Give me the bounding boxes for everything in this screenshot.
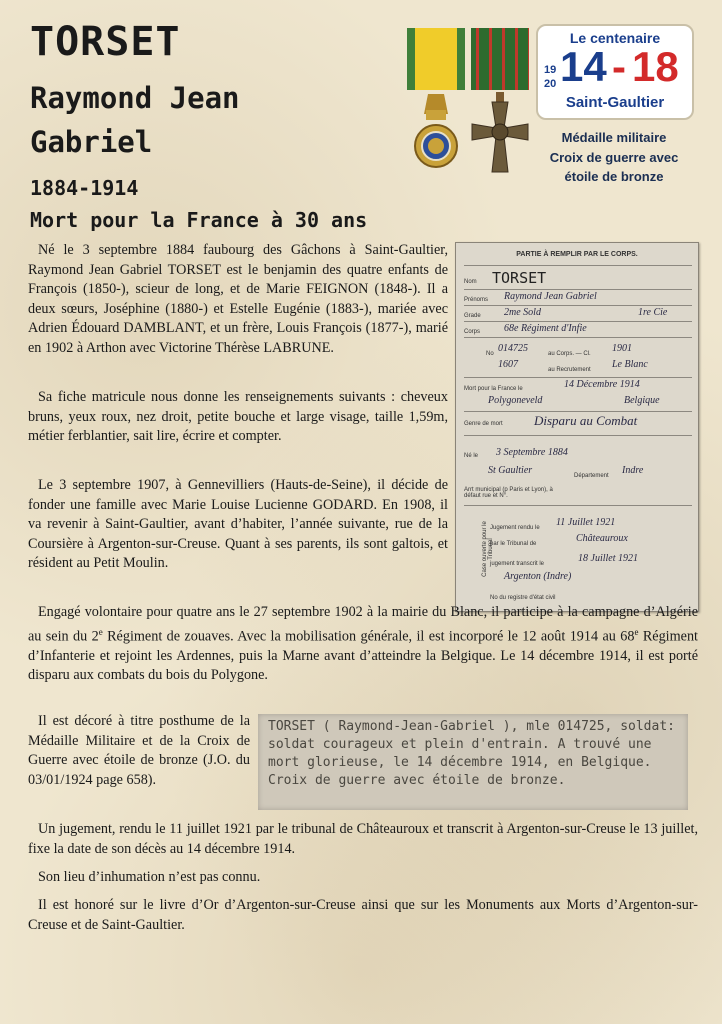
superscript-e: e xyxy=(634,626,639,637)
card-label-genre: Genre de mort xyxy=(464,421,503,427)
card-label-nom: Nom xyxy=(464,279,477,285)
card-tribunal: Châteauroux xyxy=(576,533,628,544)
paragraph-burial: Son lieu d’inhumation n’est pas connu. xyxy=(38,869,261,885)
centenaire-logo xyxy=(536,24,694,120)
card-label-grade: Grade xyxy=(464,313,481,319)
card-label-arr: Arrt municipal (p Paris et Lyon), à défaut rue et N°. xyxy=(464,487,553,499)
card-label-tribunal: par le Tribunal de xyxy=(490,541,537,547)
logo-small-20: 20 xyxy=(544,78,557,90)
card-recrut-place: Le Blanc xyxy=(612,359,648,370)
logo-dash: - xyxy=(612,43,626,90)
card-label-prenoms: Prénoms xyxy=(464,297,489,303)
card-label-numero-mid: au Corps. — Cl. xyxy=(548,351,591,357)
card-classe: 1901 xyxy=(612,343,632,354)
card-transcrit-date: 18 Juillet 1921 xyxy=(578,553,638,564)
paragraph-military-a: Engagé volontaire pour quatre ans le 27 septembre 1902 à la mairie du Blanc, il participe à la campagne d’Algérie au sein du 2 xyxy=(28,604,698,645)
paragraph-memorials: Il est honoré sur le livre d’Or d’Argenton-sur-Creuse ainsi que sur les Monuments aux Morts d’Argenton-sur-Creuse et de Saint-Gaultier. xyxy=(28,897,698,933)
card-side-label: Case ouverte pour le Tribunal xyxy=(482,521,494,577)
medal-caption xyxy=(524,128,704,187)
death-subtitle: Mort pour la France à 30 ans xyxy=(30,208,368,232)
card-dept: Indre xyxy=(622,465,644,476)
card-header: PARTIE À REMPLIR PAR LE CORPS. xyxy=(516,251,638,258)
card-ne-date: 3 Septembre 1884 xyxy=(496,447,568,458)
card-grade: 2me Sold xyxy=(504,307,541,318)
medal-caption-line: étoile de bronze xyxy=(564,169,664,184)
paragraph-decoration: Il est décoré à titre posthume de la Médaille Militaire et de la Croix de Guerre avec étoile de bronze (J.O. du 03/01/1924 page 658). xyxy=(28,713,250,788)
logo-18: 18 xyxy=(632,43,679,90)
card-mort-place: Polygoneveld xyxy=(488,395,543,406)
logo-small-19: 19 xyxy=(544,64,557,76)
paragraph-matricule: Sa fiche matricule nous donne les renseignements suivants : cheveux bruns, yeux roux, nez droit, petite bouche et large visage, taille 1,59m, métier ferblantier, sait lire, écrire et compter. xyxy=(28,389,448,444)
clipping-text: TORSET ( Raymond-Jean-Gabriel ), mle 014725, soldat: soldat courageux et plein d'entrain. A trouvé une mort glorieuse, le 14 décembre 1914, en Belgique. Croix de guerre avec étoile de bronze. xyxy=(268,719,675,788)
medaille-militaire-ribbon xyxy=(407,28,465,90)
paragraph-military-b: Régiment de zouaves. Avec la mobilisation générale, il est incorporé le 12 août 1914 au 68 xyxy=(102,628,635,645)
card-nom: TORSET xyxy=(492,269,547,287)
card-label-recrut: au Recrutement xyxy=(548,367,591,373)
card-corps: 68e Régiment d'Infie xyxy=(504,323,587,334)
card-prenoms: Raymond Jean Gabriel xyxy=(504,291,597,302)
card-mort-date: 14 Décembre 1914 xyxy=(564,379,640,390)
croix-de-guerre-ribbon xyxy=(471,28,529,90)
card-ne-place: St Gaultier xyxy=(488,465,533,476)
card-genre: Disparu au Combat xyxy=(534,413,638,428)
given-names-line1: Raymond Jean xyxy=(30,81,240,115)
card-transcrit-place: Argenton (Indre) xyxy=(504,571,572,582)
death-record-card xyxy=(455,242,699,612)
logo-bottom-text: Saint-Gaultier xyxy=(565,94,665,111)
paragraph-judgment: Un jugement, rendu le 11 juillet 1921 par le tribunal de Châteauroux et transcrit à Argenton-sur-Creuse le 13 juillet, fixe la date de son décès au 14 décembre 1914. xyxy=(28,821,698,857)
card-label-mort: Mort pour la France le xyxy=(464,386,523,392)
logo-14: 14 xyxy=(560,43,607,90)
card-label-numero: No xyxy=(486,351,494,357)
card-label-dept: Département xyxy=(574,473,609,479)
logo-top-text: Le centenaire xyxy=(569,30,661,46)
card-grade-right: 1re Cie xyxy=(638,307,668,318)
card-label-ne: Né le xyxy=(464,453,479,459)
card-label-jugement: Jugement rendu le xyxy=(490,525,540,531)
croix-de-guerre-icon xyxy=(470,92,530,174)
card-label-registre: No du registre d'état civil xyxy=(490,595,556,601)
paragraph-birth: Né le 3 septembre 1884 faubourg des Gâchons à Saint-Gaultier, Raymond Jean Gabriel TORSET est le benjamin des quatre enfants de François (1850-), scieur de long, et de Marie FEIGNON (1848-). Il a deux sœurs, Joséphine (1880-) et Estelle Eugénie (1883-), mariée avec Adrien Édouard DAMBLANT, et un frère, Louis François (1877-), marié en 1902 à Arthon avec Victorine Thérèse LABRUNE. xyxy=(28,242,448,356)
card-mort-country: Belgique xyxy=(624,395,660,406)
newspaper-clipping xyxy=(258,714,688,810)
card-jugement-date: 11 Juillet 1921 xyxy=(556,517,616,528)
paragraph-military xyxy=(28,603,698,686)
card-label-transcrit: jugement transcrit le xyxy=(490,561,545,567)
superscript-e: e xyxy=(98,626,103,637)
card-recrut-num: 1607 xyxy=(498,359,518,370)
medaille-militaire-icon xyxy=(414,92,458,174)
paragraph-family: Le 3 septembre 1907, à Gennevilliers (Hauts-de-Seine), il décide de fonder une famille avec Marie Louise Lucienne GODARD. En 1908, il va revenir à Saint-Gaultier, avant d’habiter, l’année suivante, rue de la Coursière à Argenton-sur-Creuse. Quant à ses parents, ils sont galtois, et résident au Petit Moulin. xyxy=(28,477,448,571)
paragraph-military-c: Régiment d’Infanterie et rejoint les Ardennes, puis la Marne avant d’atteindre la Belgique. Le 14 décembre 1914, il est porté disparu aux combats du bois du Polygone. xyxy=(28,628,698,684)
surname-title: TORSET xyxy=(30,19,181,65)
card-numero: 014725 xyxy=(498,343,528,354)
card-label-corps: Corps xyxy=(464,329,481,335)
given-names-line2: Gabriel xyxy=(30,125,153,159)
medal-caption-line: Médaille militaire xyxy=(561,130,667,145)
life-years: 1884-1914 xyxy=(30,176,139,200)
medal-caption-line: Croix de guerre avec xyxy=(549,149,679,165)
